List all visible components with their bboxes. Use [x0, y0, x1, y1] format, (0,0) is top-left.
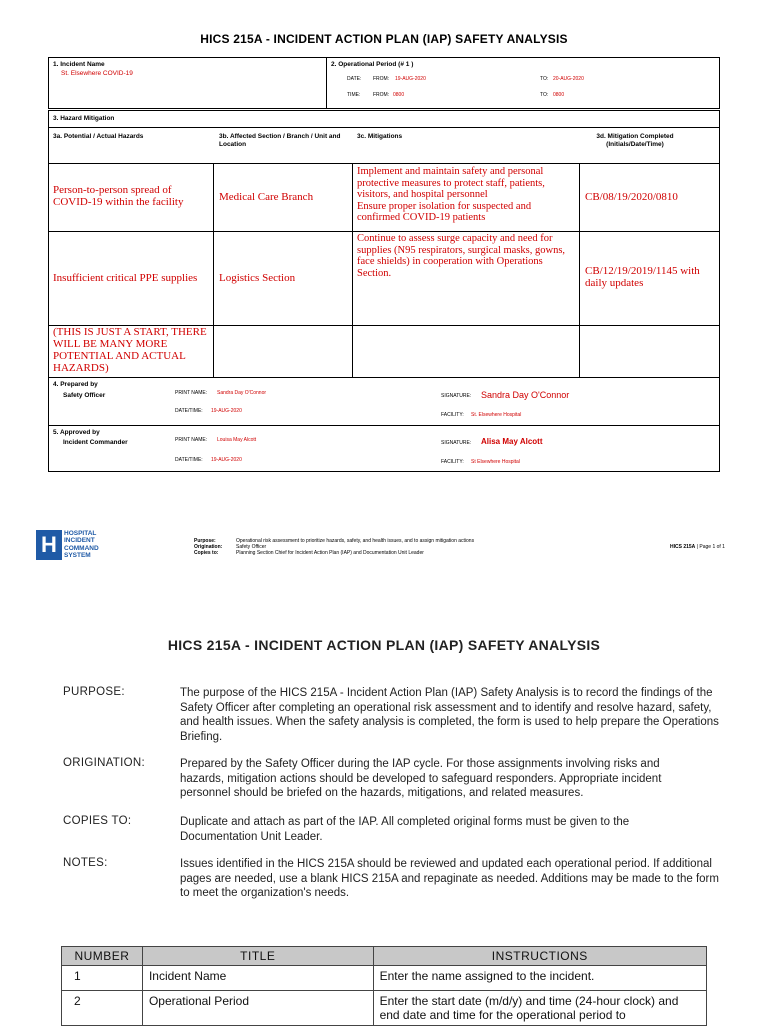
hazard-mitigation-label: 3. Hazard Mitigation: [53, 115, 115, 122]
footer-purpose-text: Operational risk assessment to prioritize hazards, safety, and health issues, and to assign mitigation actions: [236, 538, 475, 544]
section-cell[interactable]: [213, 163, 353, 232]
mitigation-cell[interactable]: [352, 325, 580, 378]
hics-logo-text: [64, 530, 99, 559]
from-label: FROM:: [373, 76, 390, 82]
prepared-by-label: 4. Prepared by: [53, 381, 98, 388]
completed-cell[interactable]: [579, 231, 720, 326]
hazard-text: (THIS IS JUST A START, THERE WILL BE MANY MORE POTENTIAL AND ACTUAL HAZARDS): [53, 326, 207, 374]
completed-cell[interactable]: [579, 325, 720, 378]
table-row: [62, 966, 707, 991]
approved-facility-value[interactable]: St Elsewhere Hospital: [471, 459, 520, 465]
footer-labels: [194, 538, 222, 556]
row-title: Incident Name: [142, 966, 373, 991]
notes-label: NOTES:: [63, 857, 108, 869]
mitigation-text: Continue to assess surge capacity and need for supplies (N95 respirators, surgical masks, gowns, face shields) in cooperation with Operations Section.: [357, 233, 566, 279]
row-number: 2: [62, 991, 143, 1026]
footer-origination-text: Safety Officer: [236, 544, 267, 550]
col-mitigations-header: 3c. Mitigations: [357, 133, 403, 140]
print-name-label: PRINT NAME:: [175, 437, 208, 443]
logo-line: SYSTEM: [64, 551, 91, 559]
completed-text: CB/12/19/2019/1145 with daily updates: [585, 265, 700, 289]
col-section-header: 3b. Affected Section / Branch / Unit and Location: [219, 133, 341, 148]
from-date-value[interactable]: 19-AUG-2020: [395, 76, 426, 82]
to-date-value[interactable]: 20-AUG-2020: [553, 76, 584, 82]
approved-name-value[interactable]: Louisa May Alcott: [217, 437, 257, 443]
hazard-cell[interactable]: [48, 163, 214, 232]
form-title: HICS 215A - INCIDENT ACTION PLAN (IAP) SAFETY ANALYSIS: [200, 32, 568, 46]
prepared-by-box: [48, 377, 720, 426]
page-form-id: HICS 215A: [670, 544, 696, 550]
mitigation-cell[interactable]: [352, 231, 580, 326]
completed-cell[interactable]: [579, 163, 720, 232]
to-time-label: TO:: [540, 92, 549, 98]
operational-period-label: 2. Operational Period (# 1 ): [331, 61, 414, 68]
hazard-mitigation-header: [48, 110, 720, 128]
completed-text: CB/08/19/2020/0810: [585, 191, 678, 203]
to-label: TO:: [540, 76, 549, 82]
incident-name-value[interactable]: St. Elsewhere COVID-19: [61, 70, 133, 77]
approved-by-role: Incident Commander: [63, 439, 128, 446]
incident-name-label: 1. Incident Name: [53, 61, 105, 68]
from-time-value[interactable]: 0800: [393, 92, 405, 98]
datetime-label: DATE/TIME:: [175, 457, 203, 463]
page-count: | Page 1 of 1: [695, 544, 725, 550]
time-label: TIME:: [347, 92, 361, 98]
logo-line: INCIDENT: [64, 537, 95, 545]
prepared-date-value[interactable]: 19-AUG-2020: [211, 408, 242, 414]
approved-by-label: 5. Approved by: [53, 429, 100, 436]
hazard-cell[interactable]: [48, 325, 214, 378]
facility-label: FACILITY:: [441, 459, 464, 465]
hics-logo-letter: H: [36, 530, 62, 560]
footer-copies-text: Planning Section Chief for Incident Action Plan (IAP) and Documentation Unit Leader: [236, 550, 424, 556]
approved-date-value[interactable]: 19-AUG-2020: [211, 457, 242, 463]
from-time-label: FROM:: [373, 92, 390, 98]
row-number: 1: [62, 966, 143, 991]
operational-period-box: [326, 57, 720, 109]
prepared-by-role: Safety Officer: [63, 392, 106, 399]
print-name-label: PRINT NAME:: [175, 390, 208, 396]
hazard-text: Person-to-person spread of COVID-19 within the facility: [53, 184, 184, 208]
approved-by-box: [48, 425, 720, 472]
footer-copies-label: Copies to:: [194, 550, 219, 556]
to-time-value[interactable]: 0800: [553, 92, 565, 98]
header-instructions: INSTRUCTIONS: [373, 947, 706, 966]
row-instructions: Enter the start date (m/d/y) and time (24-hour clock) and end date and time for the operational period to: [373, 991, 706, 1026]
section-text: Logistics Section: [219, 272, 296, 284]
facility-label: FACILITY:: [441, 412, 464, 418]
instructions-table: [61, 946, 707, 1026]
prepared-signature[interactable]: Sandra Day O'Connor: [481, 390, 570, 400]
hics-logo: [36, 530, 108, 560]
datetime-label: DATE/TIME:: [175, 408, 203, 414]
col-completed-header: 3d. Mitigation Completed (Initials/Date/Time): [596, 133, 674, 148]
header-title: TITLE: [142, 947, 373, 966]
footer-values: [236, 538, 474, 556]
logo-line: COMMAND: [64, 544, 99, 552]
incident-name-box: [48, 57, 327, 109]
signature-label: SIGNATURE:: [441, 440, 472, 446]
table-row: [62, 991, 707, 1026]
row-title: Operational Period: [142, 991, 373, 1026]
row-instructions: Enter the name assigned to the incident.: [373, 966, 706, 991]
footer-purpose-label: Purpose:: [194, 538, 216, 544]
mitigation-cell[interactable]: [352, 163, 580, 232]
copies-text: Duplicate and attach as part of the IAP. All completed original forms must be given to the Documentation Unit Leader.: [180, 816, 630, 843]
prepared-name-value[interactable]: Sandra Day O'Connor: [217, 390, 267, 396]
hazard-text: Insufficient critical PPE supplies: [53, 272, 198, 284]
page-number: [670, 544, 725, 550]
origination-label: ORIGINATION:: [63, 757, 145, 769]
col-hazards-header: 3a. Potential / Actual Hazards: [53, 133, 144, 140]
hazard-column-headers: [48, 127, 720, 164]
date-label: DATE:: [347, 76, 362, 82]
header-number: NUMBER: [62, 947, 143, 966]
hazard-cell[interactable]: [48, 231, 214, 326]
section-cell[interactable]: [213, 325, 353, 378]
logo-line: HOSPITAL: [64, 530, 97, 537]
purpose-label: PURPOSE:: [63, 686, 125, 698]
signature-label: SIGNATURE:: [441, 393, 472, 399]
section-text: Medical Care Branch: [219, 191, 314, 203]
mitigation-text: Implement and maintain safety and personal protective measures to protect staff, patients, visitors, and hospital personnel Ensure proper isolation for suspected and confirmed COVID-19 patients: [357, 166, 545, 223]
footer-origination-label: Origination:: [194, 544, 223, 550]
prepared-facility-value[interactable]: St. Elsewhere Hospital: [471, 412, 522, 418]
approved-signature[interactable]: Alisa May Alcott: [481, 437, 543, 446]
section-cell[interactable]: [213, 231, 353, 326]
notes-text: Issues identified in the HICS 215A should be reviewed and updated each operational period. If additional pages are needed, use a blank HICS 215A and repaginate as needed. Additions may be made to the form to meet the organization's needs.: [180, 858, 719, 899]
origination-text: Prepared by the Safety Officer during the IAP cycle. For those assignments involving risks and hazards, mitigation actions should be developed to safeguard responders. Appropriate incident personnel should be briefed on the hazards, mitigations, and related measures.: [180, 758, 662, 799]
purpose-text: The purpose of the HICS 215A - Incident Action Plan (IAP) Safety Analysis is to record the findings of the Safety Officer after completing an operational risk assessment and to identify and resolve hazard, safety, and health issues. When the safety analysis is completed, the form is used to help prepare the Operations Briefing.: [180, 687, 719, 743]
table-header-row: [62, 947, 707, 966]
instructions-title: HICS 215A - INCIDENT ACTION PLAN (IAP) SAFETY ANALYSIS: [167, 637, 601, 653]
copies-label: COPIES TO:: [63, 815, 132, 827]
